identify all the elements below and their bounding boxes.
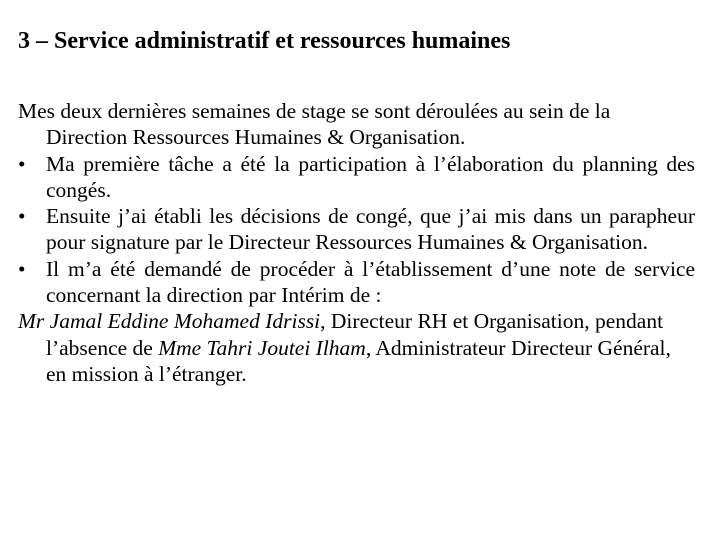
bullet-text: Ensuite j’ai établi les décisions de congé, que j’ai mis dans un parapheur pour signature par le Directeur Ressources Humaines & Organisation. <box>46 204 695 255</box>
bullet-text: Ma première tâche a été la participation à l’élaboration du planning des congés. <box>46 151 695 202</box>
bullet-icon: • <box>18 256 26 281</box>
page-title: 3 – Service administratif et ressources humaines <box>18 28 511 54</box>
bullet-text: Il m’a été demandé de procéder à l’établissement d’une note de service concernant la direction par Intérim de : <box>46 256 695 308</box>
bullet-item <box>18 203 695 256</box>
absent-director-name: Mme Tahri Joutei Ilham <box>158 335 366 360</box>
interim-director-name: Mr Jamal Eddine Mohamed Idrissi <box>18 309 321 334</box>
intro-paragraph: Mes deux dernières semaines de stage se sont déroulées au sein de la Direction Ressources Humaines & Organisation. <box>18 99 611 150</box>
closing-text-2: , Administrateur Directeur Général, en mission à l’étranger. <box>46 335 671 386</box>
bullet-icon: • <box>18 151 26 176</box>
bullet-icon: • <box>18 204 26 229</box>
bullet-item <box>18 151 695 204</box>
bullet-item <box>18 256 695 309</box>
body-text <box>18 98 695 387</box>
closing-paragraph <box>18 308 695 387</box>
closing-text-1: , Directeur RH et Organisation, pendant l’absence de <box>46 309 664 360</box>
